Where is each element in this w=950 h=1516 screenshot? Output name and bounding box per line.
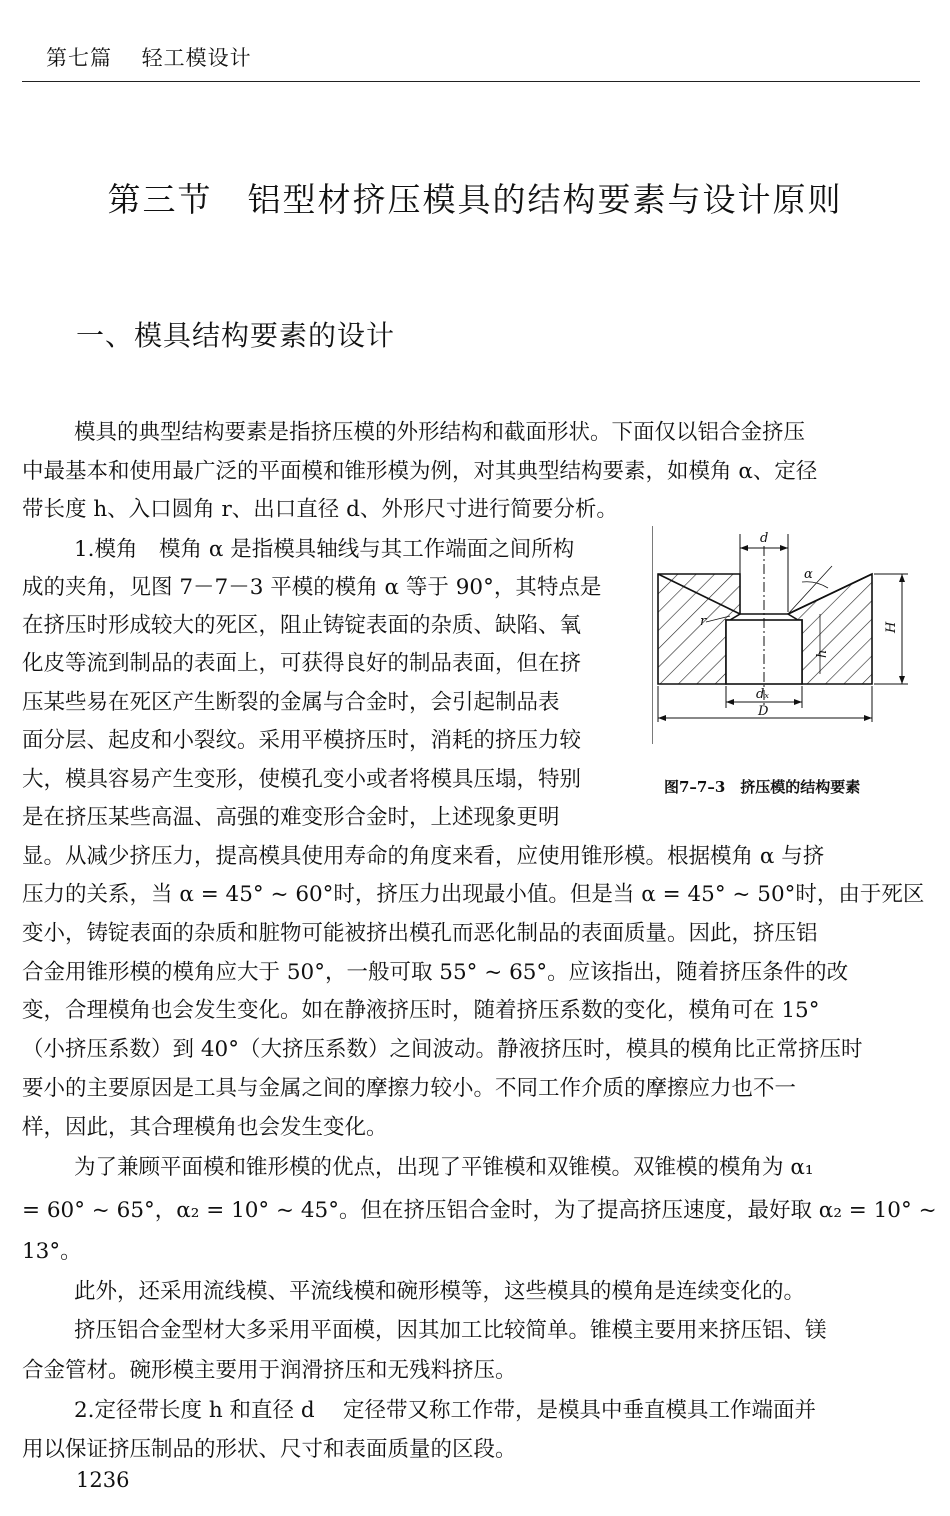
body-line-2: 中最基本和使用最广泛的平面模和锥形模为例，对其典型结构要素，如模角 α、定径 (22, 459, 818, 484)
body-line-19: 样，因此，其合理模角也会发生变化。 (22, 1115, 388, 1140)
body-line-23: 此外，还采用流线模、平流线模和碗形模等，这些模具的模角是连续变化的。 (74, 1279, 806, 1304)
body-line-22: 13°。 (22, 1239, 82, 1264)
body-line-1: 模具的典型结构要素是指挤压模的外形结构和截面形状。下面仅以铝合金挤压 (74, 420, 806, 445)
body-line-14: 变小，铸锭表面的杂质和脏物可能被挤出模孔而恶化制品的表面质量。因此，挤压铝 (22, 921, 818, 946)
figure-caption: 图7–7–3 挤压模的结构要素 (664, 778, 861, 796)
label-dx: dₓ (756, 687, 769, 702)
header-rule (22, 81, 920, 82)
body-line-9: 面分层、起皮和小裂纹。采用平模挤压时，消耗的挤压力较 (22, 728, 582, 753)
running-head: 第七篇 轻工模设计 (46, 46, 252, 70)
body-line-3: 带长度 h、入口圆角 r、出口直径 d、外形尺寸进行简要分析。 (22, 497, 618, 522)
body-line-5: 成的夹角，见图 7－7－3 平模的模角 α 等于 90°，其特点是 (22, 575, 602, 600)
label-alpha: α (804, 567, 813, 582)
label-D: D (758, 704, 769, 719)
body-line-15: 合金用锥形模的模角应大于 50°，一般可取 55° ~ 65°。应该指出，随着挤压条件的改 (22, 960, 849, 985)
body-line-16: 变，合理模角也会发生变化。如在静液挤压时，随着挤压系数的变化，模角可在 15° (22, 998, 820, 1023)
figure-extrusion-die (652, 526, 924, 816)
body-line-21: = 60° ~ 65°，α₂ = 10° ~ 45°。但在挤压铝合金时，为了提高挤压速度，最好取 α₂ = 10° ~ (22, 1198, 937, 1223)
body-line-25: 合金管材。碗形模主要用于润滑挤压和无残料挤压。 (22, 1358, 517, 1383)
body-line-12: 显。从减少挤压力，提高模具使用寿命的角度来看，应使用锥形模。根据模角 α 与挤 (22, 844, 825, 869)
body-line-24: 挤压铝合金型材大多采用平面模，因其加工比较简单。锥模主要用来挤压铝、镁 (74, 1318, 827, 1343)
body-line-7: 化皮等流到制品的表面上，可获得良好的制品表面，但在挤 (22, 651, 582, 676)
page-number: 1236 (76, 1468, 130, 1492)
label-H: H (884, 621, 899, 633)
body-line-4: 1.模角 模角 α 是指模具轴线与其工作端面之间所构 (74, 537, 575, 562)
body-line-17: （小挤压系数）到 40°（大挤压系数）之间波动。静液挤压时，模具的模角比正常挤压时 (22, 1037, 863, 1062)
label-r: r (700, 614, 707, 629)
body-line-11: 是在挤压某些高温、高强的难变形合金时，上述现象更明 (22, 805, 560, 830)
section-title: 第三节 铝型材挤压模具的结构要素与设计原则 (107, 180, 843, 219)
body-line-10: 大，模具容易产生变形，使模孔变小或者将模具压塌，特别 (22, 767, 582, 792)
label-h: h (815, 649, 830, 658)
body-line-6: 在挤压时形成较大的死区，阻止铸锭表面的杂质、缺陷、氧 (22, 613, 582, 638)
body-line-18: 要小的主要原因是工具与金属之间的摩擦力较小。不同工作介质的摩擦应力也不一 (22, 1076, 797, 1101)
body-line-27: 用以保证挤压制品的形状、尺寸和表面质量的区段。 (22, 1437, 517, 1462)
body-line-13: 压力的关系，当 α = 45° ~ 60°时，挤压力出现最小值。但是当 α = 45° ~ 50°时，由于死区 (22, 882, 925, 907)
body-line-26: 2.定径带长度 h 和直径 d 定径带又称工作带，是模具中垂直模具工作端面并 (74, 1398, 816, 1423)
body-line-20: 为了兼顾平面模和锥形模的优点，出现了平锥模和双锥模。双锥模的模角为 α₁ (74, 1155, 814, 1180)
die-diagram (652, 526, 924, 756)
subsection-title: 一、模具结构要素的设计 (76, 319, 396, 352)
body-line-8: 压某些易在死区产生断裂的金属与合金时，会引起制品表 (22, 690, 560, 715)
label-d: d (760, 531, 769, 546)
